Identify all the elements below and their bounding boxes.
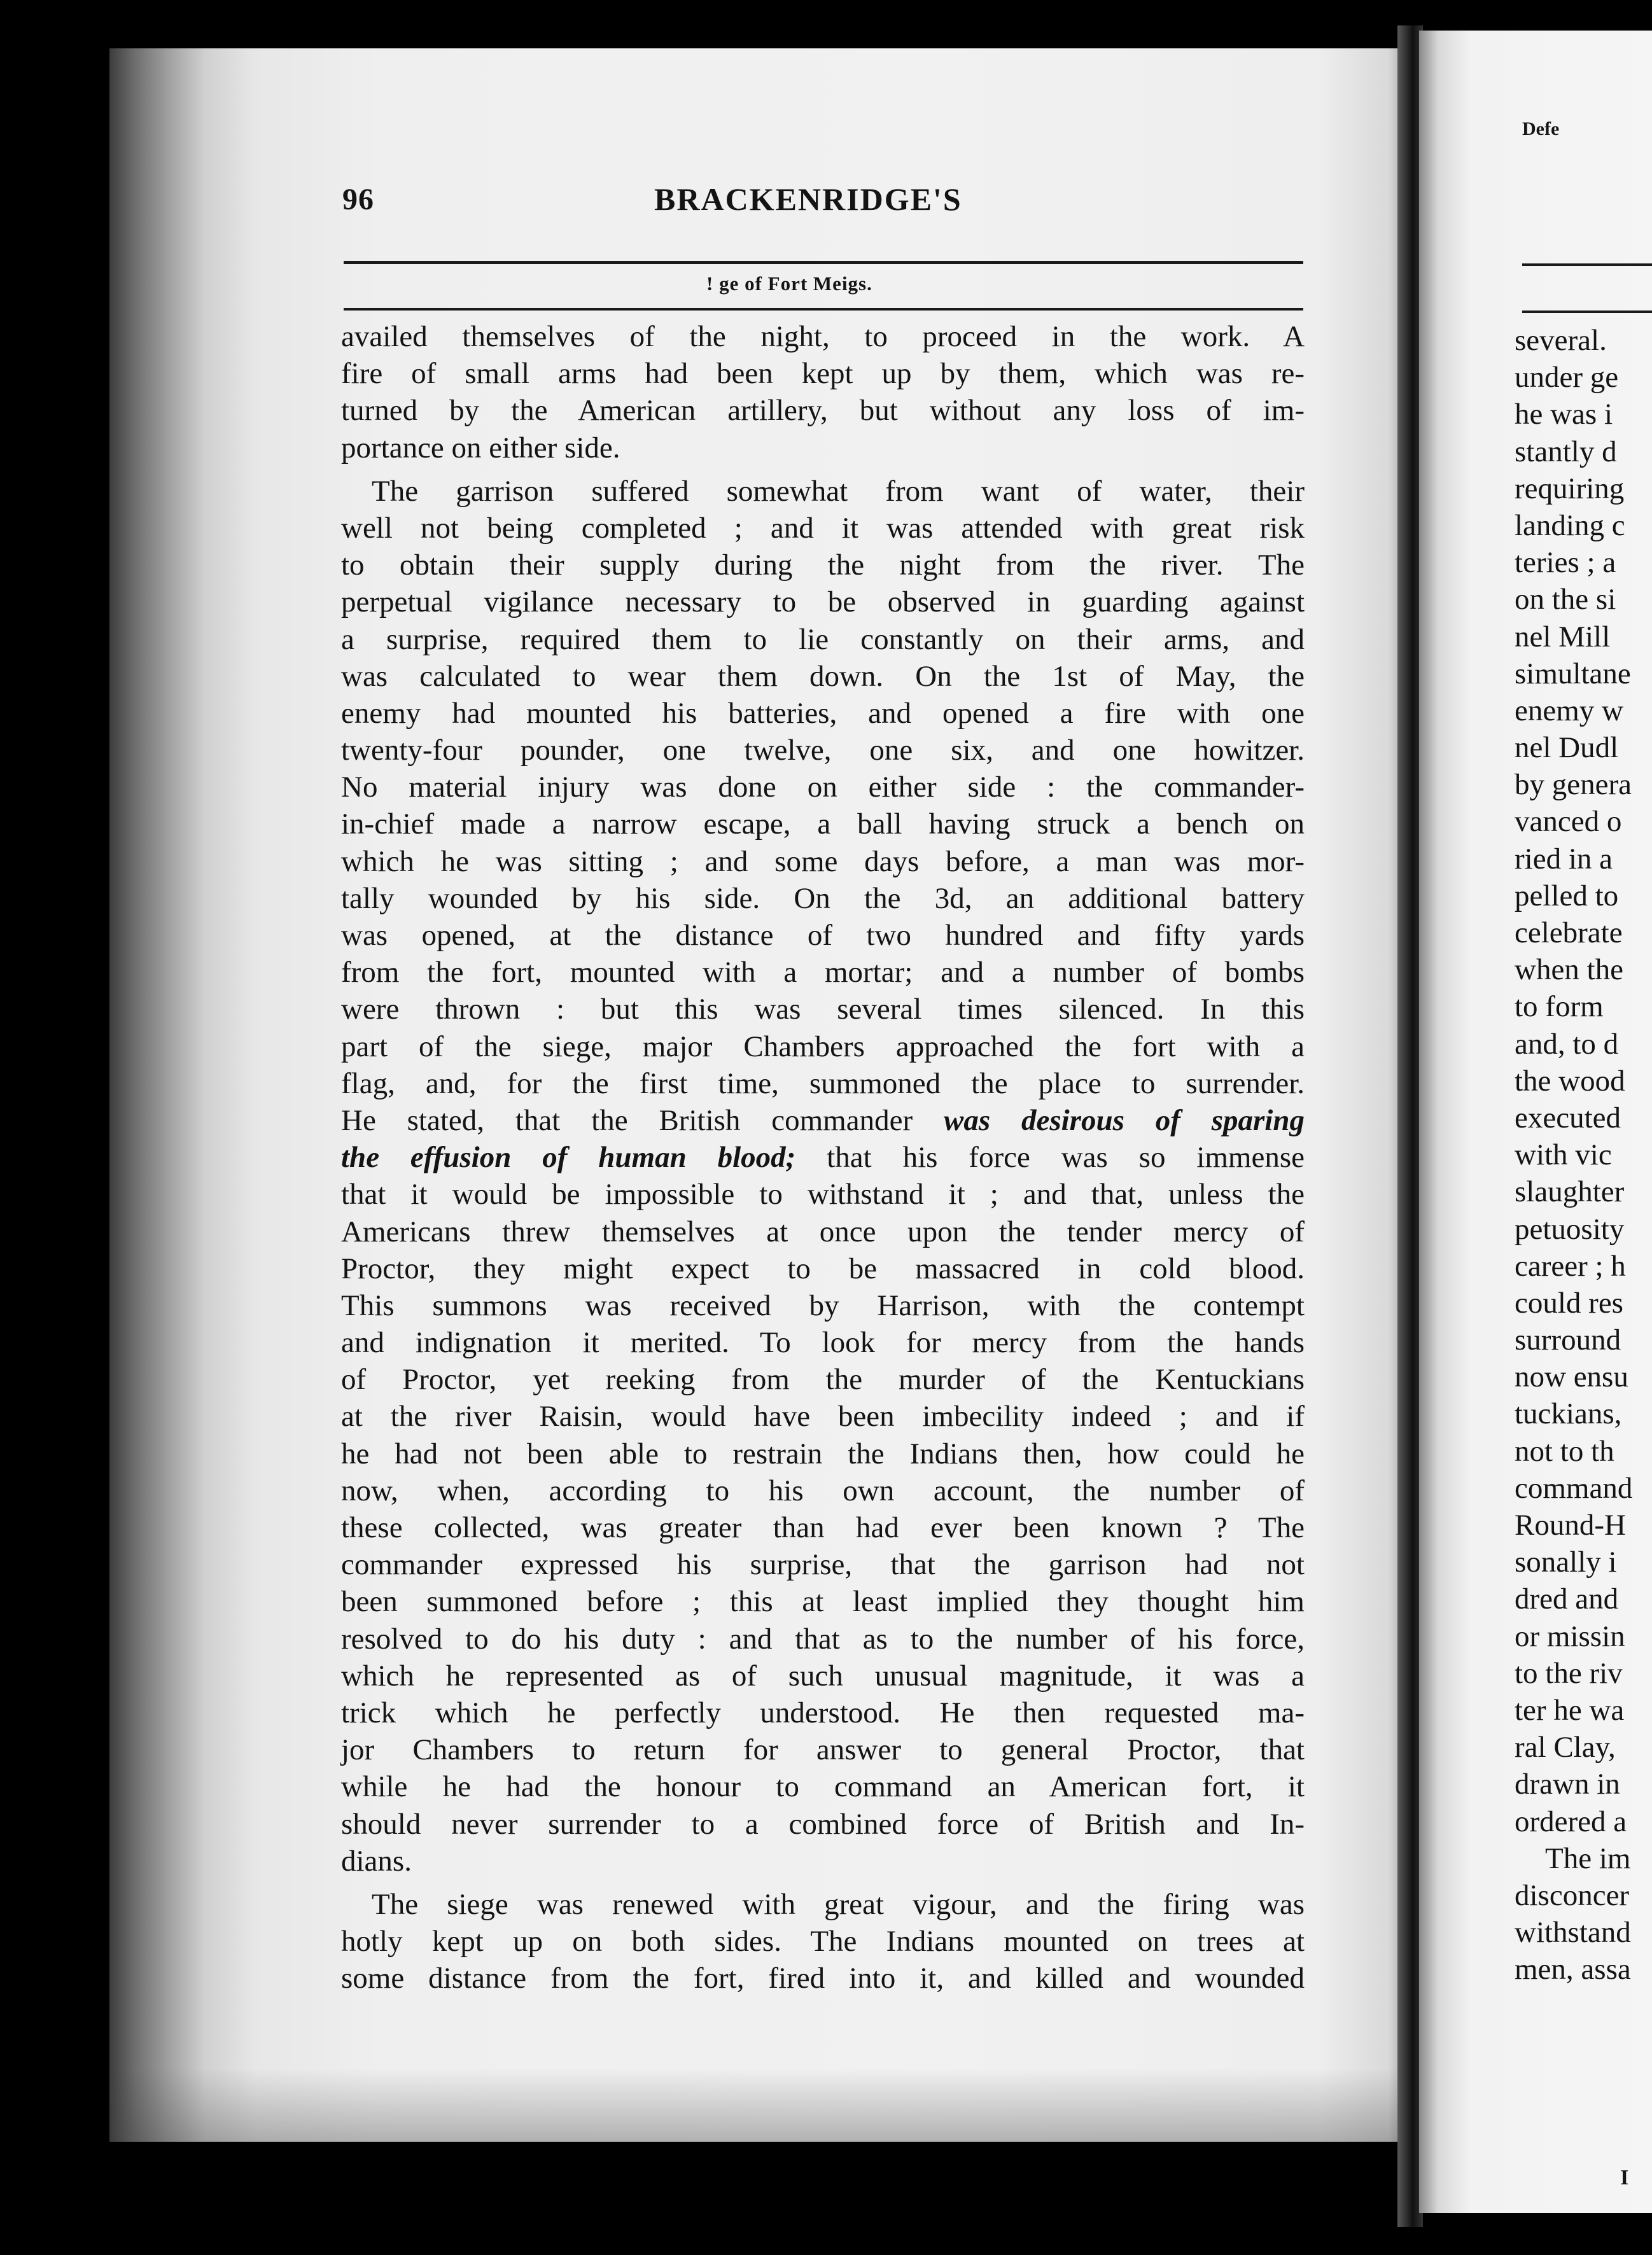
text-line [341, 1213, 1305, 1250]
facing-text-line: drawn in [1515, 1768, 1620, 1801]
facing-text-line: nel Mill [1515, 620, 1611, 653]
text-line [341, 1509, 1305, 1546]
text-line-content: commander expressed his surprise, that the garrison had not [341, 1548, 1305, 1582]
text-line [341, 769, 1305, 806]
header-rule-bottom [344, 308, 1303, 311]
text-line-content: of Proctor, yet reeking from the murder of the Kentuckians [341, 1363, 1305, 1397]
text-line-content: from the fort, mounted with a mortar; and a number of bombs [341, 956, 1305, 989]
signature-mark: I [1620, 2166, 1629, 2189]
text-line [341, 510, 1305, 547]
facing-text-line: the wood [1515, 1064, 1625, 1098]
text-line [341, 658, 1305, 695]
text-line-content: to obtain their supply during the night from the river. The [341, 548, 1305, 582]
text-line [341, 954, 1305, 991]
paragraph-gap [341, 466, 1305, 473]
facing-text-line: Round-H [1515, 1509, 1626, 1542]
text-line-content: This summons was received by Harrison, with the contempt [341, 1288, 1305, 1322]
facing-page-text [1515, 322, 1652, 1988]
text-line [341, 1621, 1305, 1658]
facing-text-line: sonally i [1515, 1546, 1617, 1579]
text-line-content: perpetual vigilance necessary to be observed in guarding against [341, 585, 1305, 619]
text-line [341, 806, 1305, 842]
facing-text-line: he was i [1515, 398, 1613, 431]
facing-text-line: stantly d [1515, 435, 1617, 468]
facing-text-line: men, assa [1515, 1953, 1631, 1986]
italic-phrase: the effusion of human blood; [341, 1141, 796, 1175]
italic-phrase: was desirous of sparing [943, 1103, 1305, 1137]
text-line [341, 1583, 1305, 1620]
text-line [341, 1694, 1305, 1731]
facing-text-line: career ; h [1515, 1249, 1626, 1283]
text-line [341, 695, 1305, 732]
text-line-content: been summoned before ; this at least implied they thought him [341, 1585, 1305, 1619]
text-line-content: trick which he perfectly understood. He then requested ma- [341, 1696, 1305, 1729]
text-line [341, 1923, 1305, 1960]
text-line-content: resolved to do his duty : and that as to the number of his force, [341, 1622, 1305, 1656]
text-line-content: Proctor, they might expect to be massacred in cold blood. [341, 1252, 1305, 1285]
text-line-content: fire of small arms had been kept up by them, which was re- [341, 357, 1305, 391]
text-line [341, 429, 1305, 466]
text-line [341, 1472, 1305, 1509]
text-line-content: portance on either side. [341, 431, 620, 464]
text-line [341, 1028, 1305, 1065]
text-line-content: and indignation it merited. To look for mercy from the hands [341, 1326, 1305, 1360]
text-line-content: was opened, at the distance of two hundred and fifty yards [341, 919, 1305, 952]
body-text [341, 318, 1305, 1997]
text-line-content: turned by the American artillery, but without any loss of im- [341, 394, 1305, 428]
text-line-content: jor Chambers to return for answer to general Proctor, that [341, 1733, 1305, 1767]
text-line-content: dians. [341, 1844, 412, 1878]
text-line-content: some distance from the fort, fired into it, and killed and wounded [341, 1962, 1305, 1995]
text-line-content: which he represented as of such unusual magnitude, it was a [341, 1659, 1305, 1693]
facing-text-line: simultane [1515, 657, 1631, 690]
text-line [341, 1886, 1305, 1923]
text-line-content: at the river Raisin, would have been imbecility indeed ; and if [341, 1400, 1305, 1434]
text-line-content: hotly kept up on both sides. The Indians mounted on trees at [341, 1925, 1305, 1958]
facing-text-line: pelled to [1515, 879, 1619, 912]
facing-text-line: enemy w [1515, 694, 1623, 727]
text-line [341, 1324, 1305, 1361]
facing-text-line: ordered a [1515, 1805, 1627, 1838]
text-line-content: well not being completed ; and it was attended with great risk [341, 511, 1305, 545]
text-line [341, 1843, 1305, 1880]
facing-text-line: with vic [1515, 1138, 1612, 1172]
facing-header-rule-bottom [1522, 311, 1652, 313]
facing-text-line: to form [1515, 990, 1604, 1024]
facing-text-line: command [1515, 1471, 1633, 1505]
facing-text-line: and, to d [1515, 1027, 1619, 1061]
facing-text-line: to the riv [1515, 1656, 1623, 1690]
text-line [341, 1546, 1305, 1583]
page-edge-shadow [109, 2068, 1410, 2142]
text-line-content: while he had the honour to command an American fort, it [341, 1770, 1305, 1804]
text-line-content: he had not been able to restrain the Indians then, how could he [341, 1437, 1305, 1470]
text-line-content: was calculated to wear them down. On the 1st of May, the [341, 659, 1305, 693]
facing-text-line: nel Dudl [1515, 731, 1619, 765]
facing-text-line: teries ; a [1515, 546, 1616, 580]
text-line [341, 1435, 1305, 1472]
text-line [341, 1768, 1305, 1805]
text-line [341, 991, 1305, 1028]
text-line-content: Americans threw themselves at once upon the tender mercy of [341, 1215, 1305, 1248]
text-line-content: these collected, was greater than had ever been known ? The [341, 1511, 1305, 1544]
text-line-content: availed themselves of the night, to proceed in the work. A [341, 320, 1305, 353]
paragraph-gap [341, 1880, 1305, 1886]
facing-text-line: when the [1515, 953, 1623, 987]
text-line [341, 1398, 1305, 1435]
facing-text-line: The im [1545, 1841, 1631, 1875]
text-line [341, 843, 1305, 880]
facing-header-rule-top [1522, 263, 1652, 266]
text-line [341, 473, 1305, 510]
page-number: 96 [342, 183, 374, 216]
text-line-content: now, when, according to his own account, the number of [341, 1474, 1305, 1507]
facing-text-line: withstand [1515, 1916, 1631, 1950]
facing-page-head: Defe [1522, 118, 1560, 139]
text-line [341, 1361, 1305, 1398]
facing-text-line: ried in a [1515, 842, 1613, 876]
facing-text-line: ter he wa [1515, 1693, 1625, 1727]
text-line [341, 917, 1305, 954]
facing-text-line: requiring [1515, 471, 1625, 505]
facing-text-line: now ensu [1515, 1360, 1628, 1394]
facing-text-line: celebrate [1515, 916, 1623, 949]
text-line [341, 547, 1305, 583]
text-line [341, 1960, 1305, 1997]
text-line [341, 392, 1305, 429]
text-line [341, 880, 1305, 917]
facing-text-line: tuckians, [1515, 1397, 1622, 1431]
text-line-content: part of the siege, major Chambers approached the fort with a [341, 1030, 1305, 1063]
text-line-content: The garrison suffered somewhat from want of water, their [372, 474, 1305, 508]
facing-text-line: ral Clay, [1515, 1731, 1616, 1764]
text-line-content: The siege was renewed with great vigour, and the firing was [372, 1887, 1305, 1921]
text-line-content: No material injury was done on either side : the commander- [341, 771, 1305, 804]
facing-text-line: not to th [1515, 1434, 1614, 1468]
text-line-content: enemy had mounted his batteries, and opened a fire with one [341, 696, 1305, 730]
facing-text-line: several. [1515, 324, 1607, 357]
text-line [341, 1102, 1305, 1139]
text-line [341, 1806, 1305, 1843]
text-line-content: flag, and, for the first time, summoned the place to surrender. [341, 1066, 1305, 1100]
text-line [341, 621, 1305, 658]
facing-text-line: vanced o [1515, 805, 1622, 839]
facing-text-line: under ge [1515, 361, 1619, 394]
text-line-content: which he was sitting ; and some days before, a man was mor- [341, 844, 1305, 878]
text-line [341, 318, 1305, 355]
text-line [341, 1139, 1305, 1176]
text-line [341, 1658, 1305, 1694]
text-line-content: in-chief made a narrow escape, a ball having struck a bench on [341, 807, 1305, 841]
facing-text-line: by genera [1515, 768, 1632, 802]
facing-text-line: or missin [1515, 1619, 1625, 1653]
text-line-content: twenty-four pounder, one twelve, one six, and one howitzer. [341, 734, 1305, 767]
text-line-content: that his force was so immense [795, 1141, 1305, 1175]
text-line [341, 732, 1305, 769]
text-line [341, 1287, 1305, 1324]
facing-text-line: surround [1515, 1323, 1621, 1357]
facing-text-line: dred and [1515, 1582, 1619, 1616]
facing-text-line: on the si [1515, 583, 1616, 617]
facing-text-line: could res [1515, 1286, 1623, 1320]
text-line [341, 1731, 1305, 1768]
text-line-content: were thrown : but this was several times silenced. In this [341, 993, 1305, 1026]
text-line-content: tally wounded by his side. On the 3d, an additional battery [341, 881, 1305, 915]
text-line-content: a surprise, required them to lie constantly on their arms, and [341, 622, 1305, 656]
running-head: BRACKENRIDGE'S [654, 181, 962, 217]
facing-text-line: executed [1515, 1101, 1621, 1134]
header-rule-top [344, 261, 1303, 264]
text-line [341, 1250, 1305, 1287]
text-line-content: that it would be impossible to withstand it ; and that, unless the [341, 1178, 1305, 1211]
text-line [341, 583, 1305, 620]
facing-text-line: disconcer [1515, 1878, 1630, 1912]
text-line [341, 1065, 1305, 1102]
facing-text-line: slaughter [1515, 1175, 1625, 1209]
text-line-content: should never surrender to a combined force of British and In- [341, 1807, 1305, 1841]
text-line-content: He stated, that the British commander [341, 1103, 944, 1137]
text-line [341, 355, 1305, 392]
text-line [341, 1176, 1305, 1213]
facing-text-line: petuosity [1515, 1212, 1625, 1246]
facing-text-line: landing c [1515, 508, 1625, 542]
section-head: ! ge of Fort Meigs. [706, 272, 872, 295]
